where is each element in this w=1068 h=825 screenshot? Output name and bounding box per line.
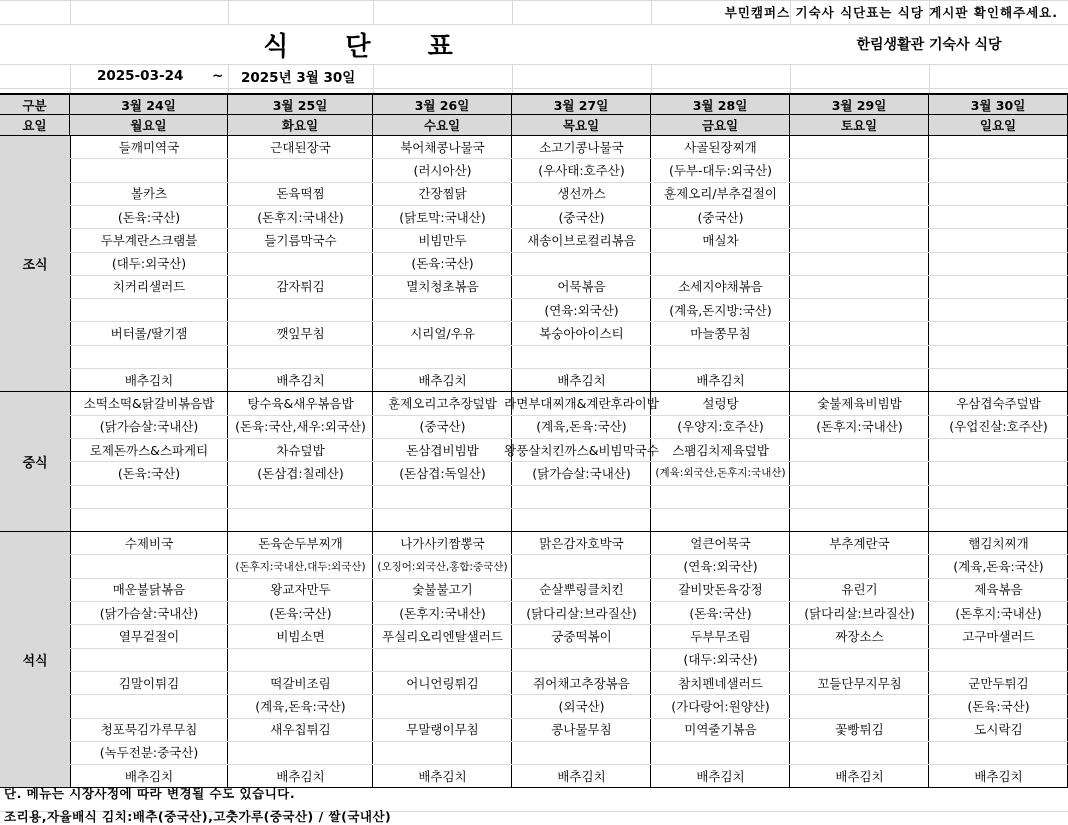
date-separator: ~	[212, 68, 224, 84]
menu-cell	[512, 485, 651, 508]
menu-cell	[70, 298, 228, 321]
menu-cell: (닭가슴살:국내산)	[99, 605, 199, 621]
date-header: 3월 30일	[929, 93, 1068, 114]
footer-origin: 조리용,자율배식 김치:배추(중국산),고춧가루(중국산) / 쌀(국내산)	[4, 809, 392, 824]
menu-cell: 근대된장국	[270, 139, 331, 155]
menu-cell: 매운불닭볶음	[112, 582, 186, 598]
menu-cell: (계육,돈육:국산)	[536, 419, 627, 435]
menu-cell: 돈육떡찜	[276, 186, 325, 202]
menu-cell: 배추김치	[557, 768, 606, 784]
menu-cell	[228, 741, 373, 764]
menu-cell	[651, 345, 790, 368]
menu-cell	[70, 345, 228, 368]
menu-cell: (닭가슴살:국내산)	[99, 419, 199, 435]
grid-line	[0, 0, 1068, 1]
menu-cell: 꼬들단무지무침	[817, 675, 902, 691]
menu-cell	[929, 298, 1068, 321]
menu-cell: 제육볶음	[974, 582, 1023, 598]
weekday-label: 요일	[0, 114, 70, 135]
menu-cell: 소세지야채볶음	[678, 279, 763, 295]
menu-cell	[70, 694, 228, 717]
menu-cell: 우삼겹숙주덮밥	[956, 395, 1041, 411]
menu-cell: (돈후지:국내산)	[816, 419, 903, 435]
menu-cell: (오징어:외국산,홍합:중국산)	[377, 560, 508, 573]
menu-cell: 꽃빵튀김	[835, 722, 884, 738]
menu-cell: 고구마샐러드	[962, 628, 1035, 644]
menu-cell	[929, 461, 1068, 484]
menu-cell: 새송이브로컬리볶음	[527, 232, 636, 248]
menu-cell: 숯불제육비빔밥	[817, 395, 902, 411]
menu-cell	[70, 648, 228, 671]
menu-cell	[228, 158, 373, 181]
menu-cell: 감자튀김	[276, 279, 325, 295]
menu-cell: (중국산)	[558, 209, 605, 225]
menu-cell: (우양지:호주산)	[677, 419, 764, 435]
menu-cell: 순살뿌링클치킨	[539, 582, 624, 598]
menu-cell	[512, 648, 651, 671]
menu-cell: (돈육:국산)	[411, 256, 474, 272]
menu-cell	[790, 275, 929, 298]
grid-line	[70, 64, 71, 93]
menu-cell	[512, 741, 651, 764]
menu-cell	[790, 252, 929, 275]
menu-cell	[929, 508, 1068, 531]
weekday-header: 금요일	[651, 114, 790, 135]
grid-line	[70, 0, 71, 24]
menu-cell: 배추김치	[974, 768, 1023, 784]
menu-cell	[790, 135, 929, 158]
menu-cell: 복숭아아이스티	[539, 326, 624, 342]
menu-cell: 햄김치찌개	[968, 535, 1029, 551]
menu-cell: 돈삼겹비빔밥	[406, 442, 479, 458]
menu-cell: (녹두전분:중국산)	[99, 745, 199, 761]
menu-cell: 생선까스	[557, 186, 606, 202]
menu-cell: 수제비국	[124, 535, 174, 551]
weekday-header: 수요일	[373, 114, 512, 135]
menu-cell	[929, 345, 1068, 368]
grid-line	[651, 0, 652, 24]
menu-cell	[512, 554, 651, 577]
menu-cell: 배추김치	[124, 372, 174, 388]
menu-cell: (돈육:국산)	[117, 209, 181, 225]
meal-section-2: 석식	[0, 531, 71, 787]
menu-cell: 두부계란스크램블	[100, 232, 198, 248]
menu-cell: (대두:외국산)	[683, 652, 758, 668]
menu-cell	[373, 694, 512, 717]
menu-cell: (계육,돈지방:국산)	[669, 302, 772, 318]
menu-cell: 무말랭이무침	[406, 722, 479, 738]
menu-cell	[790, 694, 929, 717]
menu-cell	[929, 135, 1068, 158]
grid-line	[373, 64, 374, 93]
grid-line	[0, 88, 1068, 89]
menu-cell: 북어채콩나물국	[400, 139, 485, 155]
menu-cell: 들기름막국수	[264, 232, 337, 248]
menu-cell: 어묵볶음	[557, 279, 606, 295]
menu-cell: (돈후지:국내산)	[399, 605, 486, 621]
menu-cell	[929, 321, 1068, 344]
menu-cell: (연육:외국산)	[683, 559, 758, 575]
grid-line	[228, 0, 229, 24]
menu-cell	[929, 438, 1068, 461]
weekday-header: 화요일	[228, 114, 373, 135]
menu-cell: 배추김치	[418, 372, 467, 388]
menu-cell	[929, 648, 1068, 671]
menu-cell: (외국산)	[558, 698, 605, 714]
menu-cell	[790, 741, 929, 764]
grid-line	[790, 64, 791, 93]
menu-cell: 배추김치	[557, 372, 606, 388]
date-header: 3월 26일	[373, 93, 512, 114]
menu-cell	[790, 461, 929, 484]
menu-cell: 훈제오리고추장덮밥	[388, 395, 497, 411]
menu-cell: 배추김치	[835, 768, 884, 784]
date-header: 3월 24일	[70, 93, 228, 114]
grid-line	[512, 0, 513, 24]
menu-cell: 깻잎무침	[276, 326, 325, 342]
menu-cell: 왕풍살치킨까스&비빔막국수	[504, 442, 659, 458]
footer-note: 단. 메뉴는 시장사정에 따라 변경될 수도 있습니다.	[4, 786, 296, 801]
menu-cell	[512, 252, 651, 275]
menu-cell	[373, 648, 512, 671]
menu-cell	[929, 205, 1068, 228]
menu-cell: (돈후지:국내산,대두:외국산)	[235, 560, 366, 573]
menu-cell: (돈육:국산)	[967, 698, 1030, 714]
header-label: 구분	[0, 93, 70, 114]
menu-cell: (돈후지:국내산)	[955, 605, 1042, 621]
menu-cell: 치커리샐러드	[112, 279, 186, 295]
meal-section-0: 조식	[0, 135, 71, 391]
menu-cell: (닭가슴살:국내산)	[532, 465, 631, 481]
menu-cell: 숯불불고기	[412, 582, 473, 598]
menu-cell: 소고기콩나물국	[539, 139, 624, 155]
menu-cell: (대두:외국산)	[111, 256, 187, 272]
menu-cell: 새우칩튀김	[270, 722, 331, 738]
menu-cell	[373, 741, 512, 764]
menu-cell	[790, 205, 929, 228]
menu-cell: 멸치청초볶음	[406, 279, 479, 295]
menu-cell: 로제돈까스&스파게티	[89, 442, 209, 458]
menu-cell	[790, 438, 929, 461]
menu-cell: (닭다리살:브라질산)	[804, 605, 915, 621]
menu-cell	[790, 182, 929, 205]
menu-cell: (닭다리살:브라질산)	[526, 605, 637, 621]
menu-cell: 소떡소떡&닭갈비볶음밥	[83, 395, 215, 411]
menu-cell: 훈제오리/부추겉절이	[664, 186, 777, 202]
menu-cell: 나가사키짬뽕국	[400, 535, 485, 551]
menu-cell	[929, 158, 1068, 181]
menu-cell: 참치펜네샐러드	[678, 675, 763, 691]
menu-cell	[228, 485, 373, 508]
date-to: 2025년 3월 30일	[241, 70, 356, 86]
menu-cell	[228, 648, 373, 671]
menu-cell: (돈삼겹:독일산)	[399, 465, 486, 481]
menu-cell	[929, 275, 1068, 298]
menu-cell	[651, 508, 790, 531]
menu-cell: 맑은감자호박국	[539, 535, 624, 551]
menu-cell: 짜장소스	[835, 628, 884, 644]
menu-cell: (중국산)	[419, 419, 466, 435]
menu-cell: 청포묵김가루무침	[100, 722, 198, 738]
meal-section-1: 중식	[0, 391, 71, 531]
grid-line	[512, 64, 513, 93]
date-header: 3월 25일	[228, 93, 373, 114]
menu-cell: 돈육순두부찌개	[258, 535, 343, 551]
menu-cell: 쥐어채고추장볶음	[533, 675, 630, 691]
menu-cell: 시리얼/우유	[410, 326, 475, 342]
menu-cell	[373, 298, 512, 321]
menu-cell	[790, 508, 929, 531]
menu-cell: 얼큰어묵국	[690, 535, 751, 551]
menu-cell	[512, 508, 651, 531]
menu-cell	[70, 554, 228, 577]
grid-line	[373, 0, 374, 24]
menu-cell	[790, 298, 929, 321]
menu-cell: 볼카츠	[130, 186, 168, 202]
menu-cell: (돈삼겹:칠레산)	[257, 465, 344, 481]
menu-cell: (연육:외국산)	[544, 302, 619, 318]
menu-cell: 미역줄기볶음	[684, 722, 757, 738]
menu-cell	[70, 485, 228, 508]
menu-cell	[651, 741, 790, 764]
menu-cell: 어니언링튀김	[406, 675, 479, 691]
menu-cell: (계육,돈육:국산)	[255, 698, 346, 714]
menu-cell: 궁중떡볶이	[551, 628, 612, 644]
menu-cell: 사골된장찌개	[684, 139, 757, 155]
menu-cell: (계육:외국산,돈후지:국내산)	[655, 467, 786, 480]
weekday-header: 일요일	[929, 114, 1068, 135]
menu-cell	[929, 252, 1068, 275]
date-from: 2025-03-24	[97, 68, 184, 84]
menu-cell	[512, 345, 651, 368]
menu-cell: 열무겉절이	[118, 628, 180, 644]
menu-cell	[373, 485, 512, 508]
menu-cell: 배추김치	[696, 768, 745, 784]
menu-cell: 스팸김치제육덮밥	[672, 442, 769, 458]
menu-cell: 왕교자만두	[270, 582, 331, 598]
menu-cell: 들깨미역국	[118, 139, 180, 155]
menu-cell: 설렁탕	[702, 395, 739, 411]
menu-cell: (우업진살:호주산)	[949, 419, 1048, 435]
date-header: 3월 28일	[651, 93, 790, 114]
menu-cell	[929, 228, 1068, 251]
menu-cell: 두부무조림	[690, 628, 751, 644]
menu-cell: 매실차	[702, 232, 739, 248]
page-title: 식 단 표	[263, 31, 477, 62]
menu-cell	[929, 485, 1068, 508]
menu-cell: (돈육:국산)	[269, 605, 332, 621]
menu-cell	[70, 508, 228, 531]
menu-cell: 배추김치	[124, 768, 174, 784]
menu-cell	[651, 485, 790, 508]
menu-cell	[929, 741, 1068, 764]
menu-cell: (닭토막:국내산)	[399, 209, 486, 225]
menu-cell: (계육,돈육:국산)	[953, 559, 1044, 575]
menu-cell: 푸실리오리엔탈샐러드	[382, 628, 503, 644]
menu-cell: (두부-대두:외국산)	[668, 162, 772, 178]
menu-cell: (돈육:국산)	[689, 605, 752, 621]
menu-cell	[373, 345, 512, 368]
menu-cell: 배추김치	[276, 768, 325, 784]
menu-cell: 떡갈비조림	[270, 675, 331, 691]
menu-cell: (러시아산)	[413, 162, 472, 178]
menu-cell	[790, 485, 929, 508]
menu-cell: (우사태:호주산)	[538, 162, 625, 178]
menu-cell: 부추계란국	[829, 535, 890, 551]
menu-cell	[790, 345, 929, 368]
grid-line	[651, 64, 652, 93]
menu-cell: 유린기	[841, 582, 878, 598]
menu-cell: 도시락김	[974, 722, 1023, 738]
menu-cell: 버터롤/딸기잼	[110, 326, 188, 342]
menu-cell	[228, 345, 373, 368]
menu-cell: 배추김치	[418, 768, 467, 784]
menu-cell	[790, 321, 929, 344]
menu-cell	[790, 554, 929, 577]
menu-cell: 비빔소면	[276, 628, 325, 644]
menu-cell: (돈후지:국내산)	[257, 209, 344, 225]
grid-line	[228, 64, 229, 93]
weekday-header: 월요일	[70, 114, 228, 135]
menu-cell	[929, 182, 1068, 205]
menu-cell: 김말이튀김	[118, 675, 180, 691]
menu-cell	[373, 508, 512, 531]
menu-cell	[651, 252, 790, 275]
menu-cell: 비빔만두	[418, 232, 467, 248]
weekday-header: 목요일	[512, 114, 651, 135]
menu-cell: 간장찜닭	[418, 186, 467, 202]
grid-line	[929, 64, 930, 93]
menu-cell	[790, 158, 929, 181]
menu-cell: 탕수육&새우볶음밥	[247, 395, 354, 411]
menu-cell: 라면부대찌개&계란후라이밥	[504, 395, 659, 411]
menu-cell	[790, 368, 929, 391]
menu-cell: (중국산)	[697, 209, 744, 225]
menu-cell: 배추김치	[276, 372, 325, 388]
menu-cell	[790, 648, 929, 671]
menu-cell: 마늘쫑무침	[690, 326, 751, 342]
menu-cell: (돈육:국산)	[117, 465, 181, 481]
menu-cell	[228, 298, 373, 321]
notice-text: 부민캠퍼스 기숙사 식단표는 식당 게시판 확인해주세요.	[724, 5, 1058, 20]
menu-cell	[70, 158, 228, 181]
menu-cell	[929, 368, 1068, 391]
menu-cell: (돈육:국산,새우:외국산)	[235, 419, 366, 435]
date-header: 3월 29일	[790, 93, 929, 114]
date-header: 3월 27일	[512, 93, 651, 114]
menu-cell	[228, 252, 373, 275]
menu-cell: (가다랑어:원양산)	[671, 698, 770, 714]
menu-cell: 차슈덮밥	[276, 442, 325, 458]
menu-cell	[228, 508, 373, 531]
menu-cell: 콩나물무침	[551, 722, 612, 738]
weekday-header: 토요일	[790, 114, 929, 135]
menu-cell: 군만두튀김	[968, 675, 1029, 691]
dormitory-name: 한림생활관 기숙사 식당	[856, 37, 1002, 53]
menu-cell: 배추김치	[696, 372, 745, 388]
menu-cell	[790, 228, 929, 251]
menu-cell: 갈비맛돈육강정	[678, 582, 763, 598]
